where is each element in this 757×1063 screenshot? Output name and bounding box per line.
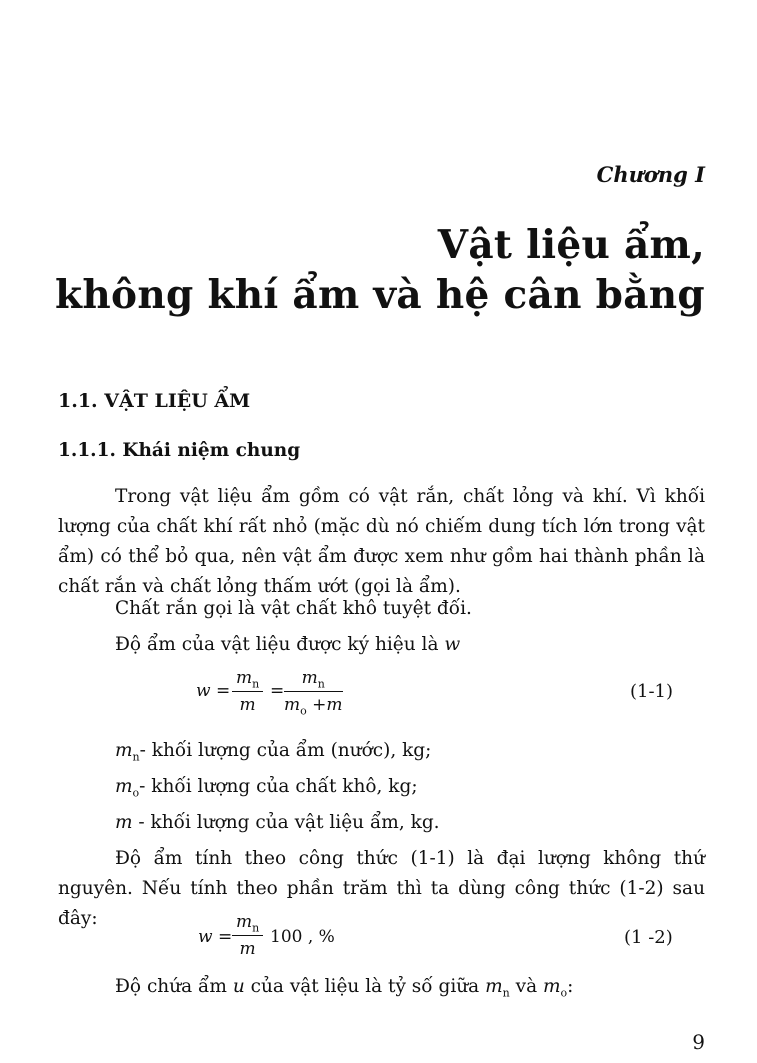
page-number: 9 [692,1030,705,1054]
paragraph-1: Trong vật liệu ẩm gồm có vật rắn, chất lỏng và khí. Vì khối lượng của chất khí rất nhỏ (mặc dù nó chiếm dung tích lớn trong vật ẩm) có thể bỏ qua, nên vật ẩm được xem như gồm hai thành phần là chất rắn và chất lỏng thấm ướt (gọi là ẩm). [58,486,705,597]
f2-num: m [301,668,318,688]
f3-num: m [236,912,253,932]
mc-sym1-sub: n [502,986,510,1000]
mc-middle: của vật liệu là tỷ số giữa [250,976,480,997]
f2-den-a-sub: o [300,704,307,718]
formula-1-fraction-1 [232,668,263,715]
def-symbol: m [115,740,133,761]
formula-1-number: (1-1) [630,681,674,702]
formula-2-lhs: w = [198,927,233,947]
dry-matter-line: Chất rắn gọi là vật chất khô tuyệt đối. [115,598,472,619]
moisture-symbol-text: Độ ẩm của vật liệu được ký hiệu là [115,634,439,655]
formula-2-number: (1 -2) [624,927,673,948]
moisture-symbol: w [444,634,461,655]
formula-1-fraction-2 [284,668,343,718]
chapter-title-line-2: không khí ẩm và hệ cân bằng [55,272,705,318]
mc-sym2: m [543,976,561,997]
def-symbol: m [115,776,133,797]
mc-sym1: m [485,976,503,997]
chapter-title-line-1: Vật liệu ẩm, [437,222,705,268]
f3-num-sub: n [252,921,260,935]
section-heading: 1.1. VẬT LIỆU ẨM [58,390,251,412]
f2-den-a: m [284,695,301,716]
formula-2-fraction [232,912,263,959]
mc-prefix: Độ chứa ẩm [115,976,227,997]
definition-mo [115,776,418,800]
f3-den: m [239,939,256,960]
mc-and: và [515,976,538,997]
mc-end: : [567,976,574,997]
def-text: - khối lượng của ẩm (nước), kg; [139,740,432,761]
def-symbol: m [115,812,133,833]
paragraph-2: Độ ẩm tính theo công thức (1-1) là đại lượng không thứ nguyên. Nếu tính theo phần trăm thì ta dùng công thức (1-2) sau đây: [58,848,705,929]
def-text: - khối lượng của chất khô, kg; [139,776,418,797]
mc-sym2-sub: o [560,986,568,1000]
moisture-content-line [115,976,573,1000]
subsection-heading: 1.1.1. Khái niệm chung [58,440,301,461]
def-symbol-sub: n [132,750,140,764]
definition-m [115,812,440,833]
f1-num-sub: n [252,677,260,691]
definition-mn [115,740,431,764]
mc-symbol: u [232,976,245,997]
formula-1-equals: = [270,681,285,701]
def-text: - khối lượng của vật liệu ẩm, kg. [132,812,440,833]
f1-den: m [239,695,256,716]
formula-2-rest: 100 , % [270,927,335,947]
def-symbol-sub: o [132,786,140,800]
formula-1-lhs: w = [196,681,231,701]
moisture-symbol-line [115,634,460,655]
f2-num-sub: n [317,677,325,691]
f2-den-b: +m [312,695,343,716]
chapter-label: Chương I [596,162,705,187]
f1-num: m [236,668,253,688]
